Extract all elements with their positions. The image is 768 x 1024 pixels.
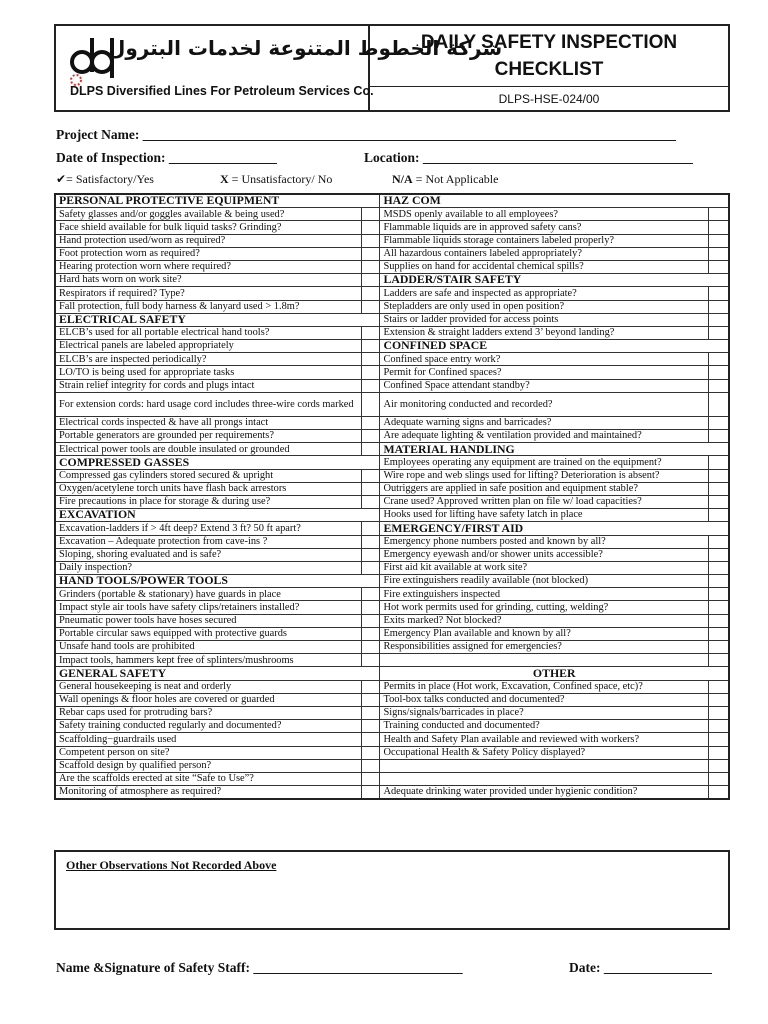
checklist-item: Adequate drinking water provided under hygienic condition? xyxy=(380,786,709,800)
checklist-item xyxy=(380,772,709,785)
checklist-item: Crane used? Approved written plan on file w/ load capacities? xyxy=(380,495,709,508)
checklist-item: Stairs or ladder provided for access points xyxy=(380,313,709,326)
checklist-row xyxy=(55,575,729,588)
checklist-item: ELCB’s used for all portable electrical hand tools? xyxy=(55,326,362,339)
checklist-item: Oxygen/acetylene torch units have flash back arrestors xyxy=(55,482,362,495)
checklist-row xyxy=(55,379,729,392)
checklist-item: Competent person on site? xyxy=(55,746,362,759)
check-box[interactable] xyxy=(709,456,729,469)
check-box[interactable] xyxy=(362,720,380,733)
check-box[interactable] xyxy=(362,627,380,640)
check-box[interactable] xyxy=(362,353,380,366)
check-box[interactable] xyxy=(709,287,729,300)
checklist-item: Hard hats worn on work site? xyxy=(55,274,362,287)
checklist-item: Wire rope and web slings used for lifting? Deterioration is absent? xyxy=(380,469,709,482)
checklist-item: Scaffolding−guardrails used xyxy=(55,733,362,746)
section-heading: CONFINED SPACE xyxy=(380,340,729,353)
document-title: DAILY SAFETY INSPECTION CHECKLIST xyxy=(370,26,728,87)
checklist-row xyxy=(55,786,729,800)
checklist-item: Safety training conducted regularly and documented? xyxy=(55,720,362,733)
section-heading: GENERAL SAFETY xyxy=(55,667,380,680)
checklist-item: Fall protection, full body harness & lanyard used > 1.8m? xyxy=(55,300,362,313)
check-box[interactable] xyxy=(362,548,380,561)
signature-field[interactable]: Name &Signature of Safety Staff: _______________________________ xyxy=(56,960,463,975)
observations-box[interactable] xyxy=(54,850,730,930)
section-heading: EMERGENCY/FIRST AID xyxy=(380,522,729,535)
checklist-row xyxy=(55,234,729,247)
checklist-item: Respirators if required? Type? xyxy=(55,287,362,300)
checklist-item: Emergency phone numbers posted and known by all? xyxy=(380,535,709,548)
check-box[interactable] xyxy=(709,469,729,482)
section-heading: PERSONAL PROTECTIVE EQUIPMENT xyxy=(55,194,380,208)
check-box[interactable] xyxy=(709,221,729,234)
checklist-row xyxy=(55,392,729,416)
checklist-row xyxy=(55,430,729,443)
check-box[interactable] xyxy=(709,575,729,588)
checklist-item: Pneumatic power tools have hoses secured xyxy=(55,614,362,627)
check-box[interactable] xyxy=(362,260,380,273)
legend-not-applicable xyxy=(392,172,498,187)
checklist-item: Safety glasses and/or goggles available & being used? xyxy=(55,208,362,221)
checklist-row xyxy=(55,706,729,719)
checklist-row xyxy=(55,313,729,326)
checklist-row xyxy=(55,247,729,260)
checklist-row xyxy=(55,208,729,221)
checklist-row xyxy=(55,522,729,535)
checklist-item: Excavation – Adequate protection from cave-ins ? xyxy=(55,535,362,548)
checklist-item: Permits in place (Hot work, Excavation, Confined space, etc)? xyxy=(380,680,709,693)
legend-unsatisfactory xyxy=(220,172,332,187)
company-logo-block xyxy=(56,26,503,110)
legend-satisfactory: ✔= Satisfactory/Yes xyxy=(56,172,154,186)
check-box[interactable] xyxy=(362,772,380,785)
checklist-row xyxy=(55,443,729,456)
section-heading: HAZ COM xyxy=(380,194,729,208)
checklist-item: Strain relief integrity for cords and plugs intact xyxy=(55,379,362,392)
check-box[interactable] xyxy=(709,561,729,574)
checklist-item: Electrical panels are labeled appropriately xyxy=(55,340,362,353)
checklist-row xyxy=(55,772,729,785)
checklist-item: Flammable liquids are in approved safety cans? xyxy=(380,221,709,234)
check-box[interactable] xyxy=(709,379,729,392)
check-box[interactable] xyxy=(362,300,380,313)
check-box[interactable] xyxy=(362,287,380,300)
check-box[interactable] xyxy=(362,416,380,429)
checklist-row xyxy=(55,287,729,300)
checklist-row xyxy=(55,482,729,495)
checklist-row xyxy=(55,274,729,287)
check-box[interactable] xyxy=(362,340,380,353)
check-box[interactable] xyxy=(709,482,729,495)
check-box[interactable] xyxy=(362,561,380,574)
check-box[interactable] xyxy=(362,588,380,601)
check-box[interactable] xyxy=(709,495,729,508)
check-box[interactable] xyxy=(362,482,380,495)
section-heading: MATERIAL HANDLING xyxy=(380,443,729,456)
check-box[interactable] xyxy=(709,366,729,379)
check-box[interactable] xyxy=(709,430,729,443)
check-box[interactable] xyxy=(709,588,729,601)
checklist-item: Hot work permits used for grinding, cutting, welding? xyxy=(380,601,709,614)
checklist-item: Monitoring of atmosphere as required? xyxy=(55,786,362,800)
checklist-row xyxy=(55,509,729,522)
check-box[interactable] xyxy=(362,379,380,392)
check-box[interactable] xyxy=(362,535,380,548)
checklist-row xyxy=(55,667,729,680)
check-box[interactable] xyxy=(709,614,729,627)
checklist-item: Excavation-ladders if > 4ft deep? Extend 3 ft? 50 ft apart? xyxy=(55,522,362,535)
checklist-row xyxy=(55,456,729,469)
checklist-item: General housekeeping is neat and orderly xyxy=(55,680,362,693)
check-box[interactable] xyxy=(709,416,729,429)
checklist-item: All hazardous containers labeled appropriately? xyxy=(380,247,709,260)
check-box[interactable] xyxy=(709,548,729,561)
checklist-row xyxy=(55,746,729,759)
checklist-item: Air monitoring conducted and recorded? xyxy=(380,392,709,416)
checklist-item: Scaffold design by qualified person? xyxy=(55,759,362,772)
check-box[interactable] xyxy=(362,680,380,693)
check-box[interactable] xyxy=(362,601,380,614)
check-box[interactable] xyxy=(709,627,729,640)
check-box[interactable] xyxy=(709,353,729,366)
check-box[interactable] xyxy=(709,641,729,654)
check-box[interactable] xyxy=(362,208,380,221)
checklist-item: Are the scaffolds erected at site “Safe to Use”? xyxy=(55,772,362,785)
checklist-item: Are adequate lighting & ventilation provided and maintained? xyxy=(380,430,709,443)
check-box[interactable] xyxy=(709,234,729,247)
checklist-item xyxy=(380,654,709,667)
footer-date-field[interactable]: Date: ________________ xyxy=(569,960,712,975)
observations-label: Other Observations Not Recorded Above xyxy=(66,858,277,872)
check-box[interactable] xyxy=(362,392,380,416)
check-box[interactable] xyxy=(362,706,380,719)
checklist-item: Flammable liquids storage containers labeled properly? xyxy=(380,234,709,247)
checklist-item: Daily inspection? xyxy=(55,561,362,574)
legend-na-key: N/A xyxy=(392,172,413,186)
check-box[interactable] xyxy=(709,746,729,759)
project-name-field[interactable]: Project Name: _______________________________________________________________________________ xyxy=(56,127,676,142)
checklist-item: Training conducted and documented? xyxy=(380,720,709,733)
check-box[interactable] xyxy=(362,641,380,654)
checklist-row xyxy=(55,416,729,429)
checklist-item: Wall openings & floor holes are covered or guarded xyxy=(55,693,362,706)
checklist-item: For extension cords: hard usage cord includes three-wire cords marked xyxy=(55,392,362,416)
document-code: DLPS-HSE-024/00 xyxy=(498,91,600,106)
check-box[interactable] xyxy=(362,247,380,260)
checklist-row xyxy=(55,680,729,693)
checklist-item: Exits marked? Not blocked? xyxy=(380,614,709,627)
checklist-row xyxy=(55,654,729,667)
checklist-row xyxy=(55,733,729,746)
checklist-row xyxy=(55,641,729,654)
document-header xyxy=(54,24,730,112)
checklist-item: Compressed gas cylinders stored secured & upright xyxy=(55,469,362,482)
checklist-item: Occupational Health & Safety Policy displayed? xyxy=(380,746,709,759)
checklist-item: Hooks used for lifting have safety latch in place xyxy=(380,509,709,522)
checklist-row xyxy=(55,588,729,601)
check-box[interactable] xyxy=(362,366,380,379)
check-box[interactable] xyxy=(709,247,729,260)
checklist-row xyxy=(55,194,729,208)
check-box[interactable] xyxy=(709,260,729,273)
check-box[interactable] xyxy=(709,509,729,522)
check-box[interactable] xyxy=(709,733,729,746)
checklist-item: Outriggers are applied in safe position and equipment stable? xyxy=(380,482,709,495)
checklist-item: Confined Space attendant standby? xyxy=(380,379,709,392)
check-box[interactable] xyxy=(362,221,380,234)
check-box[interactable] xyxy=(709,535,729,548)
check-box[interactable] xyxy=(709,706,729,719)
checklist-item: MSDS openly available to all employees? xyxy=(380,208,709,221)
checklist-item: Portable circular saws equipped with protective guards xyxy=(55,627,362,640)
checklist-item: Permit for Confined spaces? xyxy=(380,366,709,379)
check-box[interactable] xyxy=(362,733,380,746)
checklist-row xyxy=(55,495,729,508)
checklist-row xyxy=(55,601,729,614)
check-box[interactable] xyxy=(709,601,729,614)
date-of-inspection-field[interactable]: Date of Inspection: ________________ xyxy=(56,150,277,165)
checklist-item: Fire extinguishers readily available (not blocked) xyxy=(380,575,709,588)
checklist-row xyxy=(55,366,729,379)
check-box[interactable] xyxy=(362,443,380,456)
checklist-item: Extension & straight ladders extend 3’ beyond landing? xyxy=(380,326,709,339)
check-box[interactable] xyxy=(362,326,380,339)
checklist-item: Grinders (portable & stationary) have guards in place xyxy=(55,588,362,601)
check-box[interactable] xyxy=(709,786,729,800)
section-heading: LADDER/STAIR SAFETY xyxy=(380,274,729,287)
checklist-row xyxy=(55,535,729,548)
check-box[interactable] xyxy=(362,495,380,508)
check-box[interactable] xyxy=(709,772,729,785)
legend-na-text: = Not Applicable xyxy=(412,172,499,186)
legend-x-text: = Unsatisfactory/ No xyxy=(228,172,333,186)
check-box[interactable] xyxy=(362,430,380,443)
checklist-item: Electrical power tools are double insulated or grounded xyxy=(55,443,362,456)
location-field[interactable]: Location: ________________________________________ xyxy=(364,150,693,165)
check-box[interactable] xyxy=(709,759,729,772)
checklist-row xyxy=(55,340,729,353)
check-box[interactable] xyxy=(709,392,729,416)
check-box[interactable] xyxy=(709,208,729,221)
checklist-item: ELCB’s are inspected periodically? xyxy=(55,353,362,366)
checklist-row xyxy=(55,759,729,772)
checklist-row xyxy=(55,561,729,574)
check-box[interactable] xyxy=(362,614,380,627)
checklist-item: Adequate warning signs and barricades? xyxy=(380,416,709,429)
section-heading: OTHER xyxy=(380,667,729,680)
check-box[interactable] xyxy=(362,786,380,800)
checklist-item: Emergency eyewash and/or shower units accessible? xyxy=(380,548,709,561)
check-box[interactable] xyxy=(709,326,729,339)
checklist-item: Impact style air tools have safety clips/retainers installed? xyxy=(55,601,362,614)
checklist-row xyxy=(55,221,729,234)
checklist-row xyxy=(55,300,729,313)
section-heading: ELECTRICAL SAFETY xyxy=(55,313,380,326)
check-box[interactable] xyxy=(709,313,729,326)
checklist-item: Foot protection worn as required? xyxy=(55,247,362,260)
checklist-row xyxy=(55,326,729,339)
check-box[interactable] xyxy=(362,522,380,535)
check-box[interactable] xyxy=(362,274,380,287)
checklist-row xyxy=(55,693,729,706)
section-heading: COMPRESSED GASSES xyxy=(55,456,380,469)
checklist-row xyxy=(55,720,729,733)
checklist-item: Sloping, shoring evaluated and is safe? xyxy=(55,548,362,561)
checklist-item: Signs/signals/barricades in place? xyxy=(380,706,709,719)
checklist-item: Tool-box talks conducted and documented? xyxy=(380,693,709,706)
checklist-row xyxy=(55,614,729,627)
check-box[interactable] xyxy=(709,300,729,313)
checklist-item: Portable generators are grounded per requirements? xyxy=(55,430,362,443)
checklist-item: Supplies on hand for accidental chemical spills? xyxy=(380,260,709,273)
checklist-item: Rebar caps used for protruding bars? xyxy=(55,706,362,719)
checklist-row xyxy=(55,353,729,366)
checklist-item: Ladders are safe and inspected as appropriate? xyxy=(380,287,709,300)
checklist-item: LO/TO is being used for appropriate tasks xyxy=(55,366,362,379)
checklist-row xyxy=(55,627,729,640)
company-name-arabic: شركة الخطوط المتنوعة لخدمات البترول xyxy=(108,36,503,60)
checklist-item: Face shield available for bulk liquid tasks? Grinding? xyxy=(55,221,362,234)
check-box[interactable] xyxy=(362,234,380,247)
checklist-row xyxy=(55,260,729,273)
check-box[interactable] xyxy=(362,654,380,667)
check-box[interactable] xyxy=(709,693,729,706)
check-box[interactable] xyxy=(362,693,380,706)
section-heading: EXCAVATION xyxy=(55,509,380,522)
checklist-item: Fire extinguishers inspected xyxy=(380,588,709,601)
checklist-item: Employees operating any equipment are trained on the equipment? xyxy=(380,456,709,469)
checklist-item: Hearing protection worn where required? xyxy=(55,260,362,273)
checklist-item: Confined space entry work? xyxy=(380,353,709,366)
checklist-item: Stepladders are only used in open position? xyxy=(380,300,709,313)
checklist-item: Hand protection used/worn as required? xyxy=(55,234,362,247)
checklist-item: Electrical cords inspected & have all prongs intact xyxy=(55,416,362,429)
company-name: DLPS Diversified Lines For Petroleum Services Co. xyxy=(70,84,374,98)
check-box[interactable] xyxy=(362,469,380,482)
checklist-table xyxy=(54,193,730,800)
checklist-item: Responsibilities assigned for emergencies? xyxy=(380,641,709,654)
checklist-item: Emergency Plan available and known by all? xyxy=(380,627,709,640)
check-box[interactable] xyxy=(362,759,380,772)
check-box[interactable] xyxy=(709,654,729,667)
checklist-row xyxy=(55,469,729,482)
checklist-item: Health and Safety Plan available and reviewed with workers? xyxy=(380,733,709,746)
section-heading: HAND TOOLS/POWER TOOLS xyxy=(55,575,380,588)
checklist-row xyxy=(55,548,729,561)
checklist-item: Unsafe hand tools are prohibited xyxy=(55,641,362,654)
checklist-item xyxy=(380,759,709,772)
check-box[interactable] xyxy=(362,746,380,759)
checklist-item: Fire precautions in place for storage & during use? xyxy=(55,495,362,508)
legend-x-key: X xyxy=(220,172,229,186)
checklist-item: First aid kit available at work site? xyxy=(380,561,709,574)
check-box[interactable] xyxy=(709,720,729,733)
checklist-item: Impact tools, hammers kept free of splinters/mushrooms xyxy=(55,654,362,667)
check-box[interactable] xyxy=(709,680,729,693)
